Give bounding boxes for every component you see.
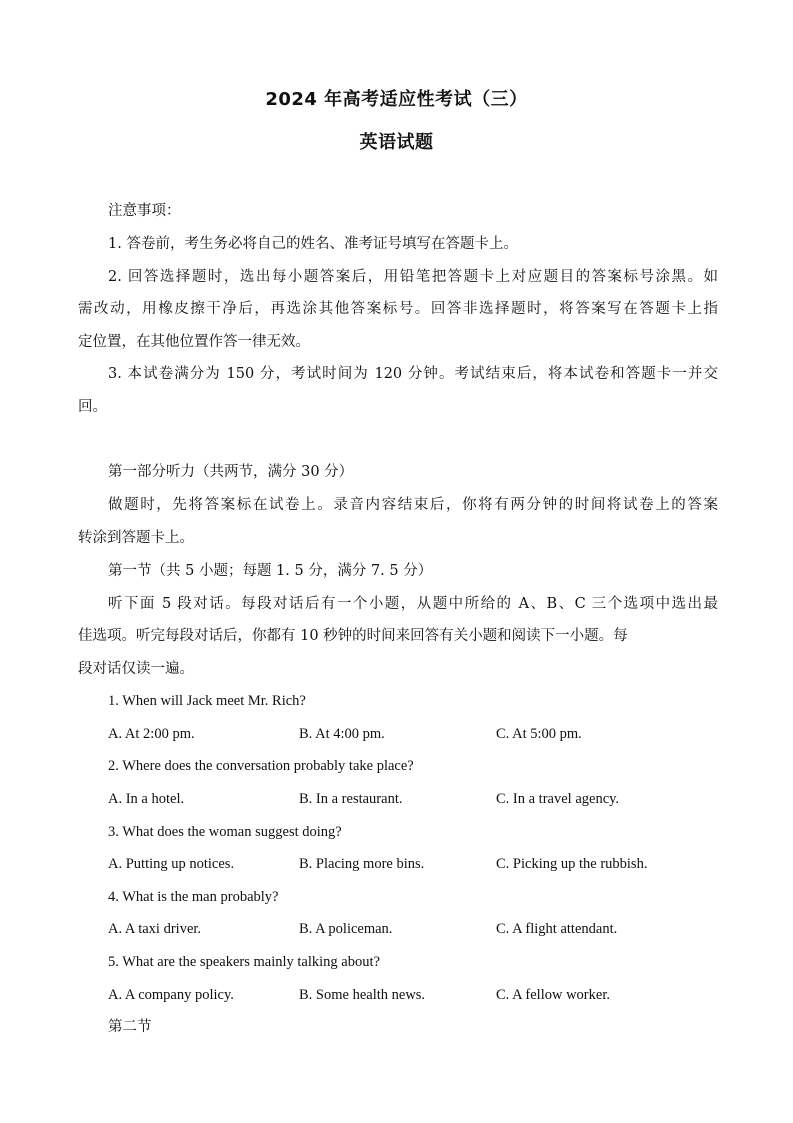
question-1-option-b: B. At 4:00 pm. — [299, 726, 385, 742]
question-4-option-b: B. A policeman. — [299, 921, 393, 937]
question-3-option-c: C. Picking up the rubbish. — [496, 856, 648, 872]
section1-intro-line-2: 佳选项。听完每段对话后，你都有 10 秒钟的时间来回答有关小题和阅读下一小题。每 — [78, 628, 628, 644]
section1-intro-line-3: 段对话仅读一遍。 — [78, 661, 194, 677]
notice-item-3-line-1: 3. 本试卷满分为 150 分，考试时间为 120 分钟。考试结束后，将本试卷和答题卡一并交 — [108, 366, 718, 382]
question-2-option-a: A. In a hotel. — [108, 791, 185, 807]
question-2-stem: 2. Where does the conversation probably take place? — [108, 758, 414, 774]
exam-subject-title: 英语试题 — [359, 132, 434, 153]
question-4-option-c: C. A flight attendant. — [496, 921, 618, 937]
question-5-stem: 5. What are the speakers mainly talking about? — [108, 954, 380, 970]
question-3-option-a: A. Putting up notices. — [108, 856, 235, 872]
notice-item-2-line-1: 2. 回答选择题时，选出每小题答案后，用铅笔把答题卡上对应题目的答案标号涂黑。如 — [108, 269, 718, 285]
section1-intro-line-1: 听下面 5 段对话。每段对话后有一个小题，从题中所给的 A、B、C 三个选项中选出最 — [108, 596, 718, 612]
notice-heading: 注意事项： — [108, 203, 181, 219]
part1-intro-line-2: 转涂到答题卡上。 — [78, 530, 194, 546]
question-2-option-b: B. In a restaurant. — [299, 791, 403, 807]
question-1-option-c: C. At 5:00 pm. — [496, 726, 582, 742]
question-5-option-a: A. A company policy. — [108, 987, 234, 1003]
question-1-stem: 1. When will Jack meet Mr. Rich? — [108, 693, 306, 709]
section1-heading: 第一节（共 5 小题；每题 1. 5 分，满分 7. 5 分） — [108, 563, 433, 579]
question-4-stem: 4. What is the man probably? — [108, 889, 279, 905]
part1-intro-line-1: 做题时，先将答案标在试卷上。录音内容结束后，你将有两分钟的时间将试卷上的答案 — [108, 497, 718, 513]
section2-heading: 第二节 — [108, 1019, 152, 1035]
question-3-option-b: B. Placing more bins. — [299, 856, 425, 872]
part1-heading: 第一部分听力（共两节，满分 30 分） — [108, 464, 354, 480]
notice-item-2-line-2: 需改动，用橡皮擦干净后，再选涂其他答案标号。回答非选择题时，将答案写在答题卡上指 — [78, 301, 718, 317]
question-5-option-c: C. A fellow worker. — [496, 987, 610, 1003]
notice-item-1: 1. 答卷前，考生务必将自己的姓名、准考证号填写在答题卡上。 — [108, 236, 518, 252]
notice-item-3-line-2: 回。 — [78, 399, 107, 415]
question-1-option-a: A. At 2:00 pm. — [108, 726, 195, 742]
question-4-option-a: A. A taxi driver. — [108, 921, 202, 937]
question-2-option-c: C. In a travel agency. — [496, 791, 620, 807]
question-5-option-b: B. Some health news. — [299, 987, 426, 1003]
question-3-stem: 3. What does the woman suggest doing? — [108, 824, 342, 840]
exam-title: 2024 年高考适应性考试（三） — [265, 89, 528, 110]
notice-item-2-line-3: 定位置，在其他位置作答一律无效。 — [78, 334, 310, 350]
